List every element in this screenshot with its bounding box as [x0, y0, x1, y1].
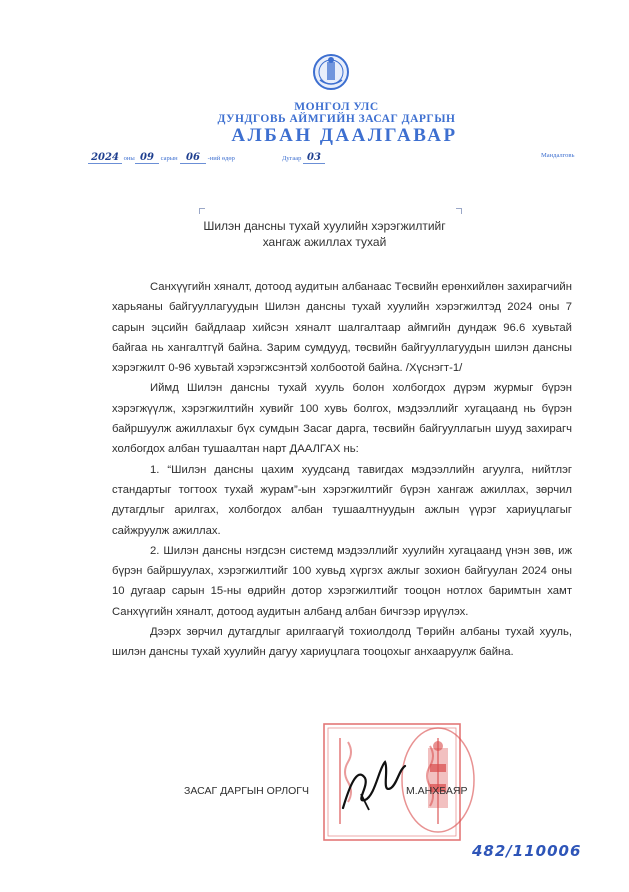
day-value: 06	[186, 152, 200, 163]
directive-item-1: 1. “Шилэн дансны цахим хуудсанд тавигдах мэдээллийн агуулга, нийтлэг стандартыг тогтоох тухай журам”-ын хэрэгжилтийг бүрэн хангаж ажиллах, зөрчил дутагдлыг арилгах, холбогдох албан тушаалтнуудын ажлын үүрэг хариуцлагыг сайжруулж ажиллах.	[112, 463, 572, 537]
number-label: Дугаар	[282, 155, 302, 162]
date-month	[135, 152, 178, 164]
paragraph-2: Иймд Шилэн дансны тухай хууль болон холбогдох дүрэм журмыг бүрэн хэрэгжүүлж, хэрэгжилтийн хувийг 100 хувь болгох, мэдээллийг хугацаанд нь бүрэн байршуулж ажиллахыг бүх сумдын Засаг дарга, төсвийн байгууллагын шууд захирагч холбогдох албан тушаалтан нарт ДААЛГАХ нь:	[112, 382, 572, 456]
month-value: 09	[140, 152, 154, 163]
place: Мандалговь	[541, 152, 575, 159]
header-doc-type: АЛБАН ДААЛГАВАР	[231, 125, 458, 146]
paragraph-3: Дээрх зөрчил дутагдлыг арилгаагүй тохиолдолд Төрийн албаны тухай хууль, шилэн дансны тухай хуулийн дагуу хариуцлага тооцохыг анхааруулж байна.	[112, 626, 572, 659]
subject-line-2: хангаж ажиллах тухай	[262, 234, 387, 249]
signatory-title: ЗАСАГ ДАРГЫН ОРЛОГЧ	[184, 785, 309, 797]
document-body	[112, 277, 572, 663]
date-year	[88, 152, 135, 164]
month-label: сарын	[160, 155, 178, 162]
paragraph-1: Санхүүгийн хяналт, дотоод аудитын албанаас Төсвийн ерөнхийлөн захирагчийн харьяаны байгууллагуудын Шилэн дансны тухай хуулийн хэрэгжилтэд 2024 оны 7 сарын эцсийн байдлаар хийсэн хяналт шалгалтаар аймгийн дундаж 96.6 хувьтай байгаа нь хангалтгүй байна. Зарим сумдууд, төсвийн байгууллагуудын шилэн дансны хэрэгжилт 0-96 хувьтай хэрэгжсэнтэй холбоотой байна. /Хүснэгт-1/	[112, 281, 572, 375]
date-day	[180, 152, 235, 164]
document-number	[282, 152, 325, 164]
subject	[0, 219, 629, 250]
subject-corner-left	[199, 208, 205, 214]
day-label: -ний өдөр	[207, 155, 235, 162]
directive-item-2: 2. Шилэн дансны нэгдсэн системд мэдээллийг хуулийн хугацаанд үнэн зөв, иж бүрэн байршуулах, хэрэгжилтийг 100 хувьд хүргэх ажлыг зохион байгуулан 2024 оны 10 дугаар сарын 15-ны өдрийн дотор хэрэгжилтийг тооцон нотлох баримтын хамт Санхүүгийн хяналт, дотоод аудитын албанд албан бичгээр ирүүлэх.	[112, 544, 572, 618]
year-label: оны	[123, 155, 135, 162]
header-office: ДУНДГОВЬ АЙМГИЙН ЗАСАГ ДАРГЫН	[217, 113, 456, 125]
registration-number: 482/110006	[472, 842, 582, 860]
year-value: 2024	[91, 152, 119, 163]
state-emblem-icon	[312, 50, 350, 94]
handwritten-signature-icon	[335, 748, 415, 818]
subject-corner-right	[456, 208, 462, 214]
signatory-name: М.АНХБАЯР	[406, 785, 468, 797]
subject-line-1: Шилэн дансны тухай хуулийн хэрэгжилтийг	[203, 219, 446, 233]
header-country: МОНГОЛ УЛС	[294, 101, 379, 113]
number-value: 03	[307, 152, 321, 163]
